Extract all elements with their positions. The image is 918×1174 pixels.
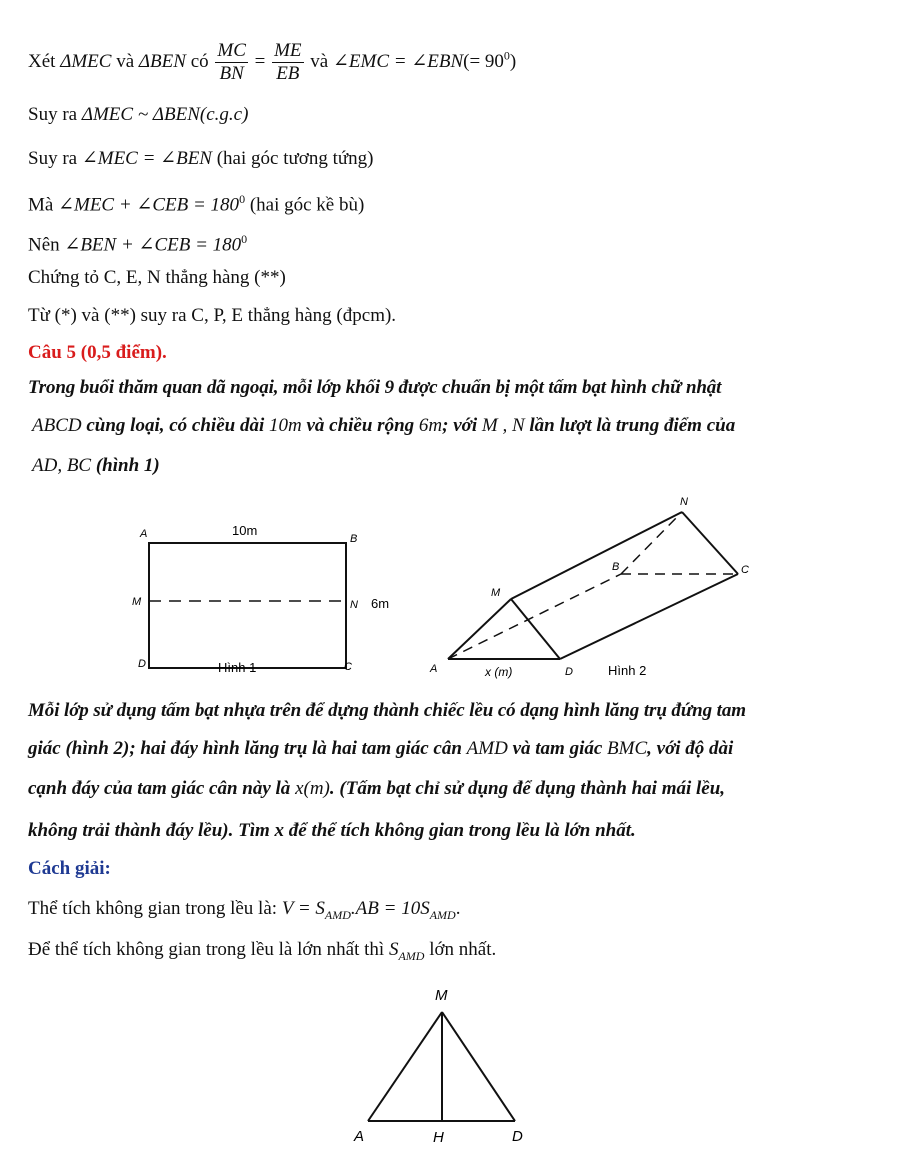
denominator: EB <box>276 63 300 84</box>
math: ∠EMC = ∠EBN <box>332 50 464 72</box>
question-5-heading: Câu 5 (0,5 điểm). <box>28 342 167 363</box>
label-a: A <box>354 1128 365 1145</box>
edge-dc <box>560 574 738 659</box>
figure-1-caption: Hình 1 <box>218 660 257 675</box>
math: M , N <box>481 415 525 436</box>
text: và <box>111 50 139 72</box>
proof-line-5 <box>28 227 247 257</box>
math: ABCD <box>32 415 82 436</box>
numerator: ME <box>274 40 302 61</box>
rectangle-abcd <box>149 543 346 668</box>
label-x: x (m) <box>485 665 513 679</box>
label-m: M <box>435 987 448 1004</box>
denominator: BN <box>219 63 244 84</box>
numerator: MC <box>217 40 246 61</box>
label-m: M <box>491 587 501 599</box>
text: lớn nhất. <box>424 939 497 960</box>
math: BMC <box>607 738 648 759</box>
math: 6m <box>418 415 443 436</box>
fraction-mc-bn <box>215 40 248 85</box>
solution-line-2 <box>28 938 496 968</box>
text: Suy ra <box>28 104 82 125</box>
text: (hai góc tương tứng) <box>211 148 374 169</box>
problem-line-1: Trong buổi thăm quan dã ngoại, mỗi lớp khối 9 được chuẩn bị một tấm bạt hình chữ nhật <box>28 377 722 398</box>
text: Để thể tích không gian trong lều là lớn nhất thì <box>28 939 389 960</box>
edge-am <box>448 599 511 659</box>
math: ΔBEN <box>138 50 186 72</box>
text: . <box>455 898 461 919</box>
side-am <box>368 1012 442 1121</box>
solution-line-1 <box>28 897 460 927</box>
figure-2-prism <box>425 490 885 690</box>
figure-3-triangle <box>340 980 560 1150</box>
subscript: AMD <box>324 907 351 922</box>
math: ΔMEC ~ ΔBEN <box>81 104 200 125</box>
superscript: 0 <box>239 192 246 206</box>
text: ; với <box>442 415 482 436</box>
edge-mn <box>511 512 682 599</box>
math: x <box>295 778 304 799</box>
subscript: AMD <box>398 948 425 963</box>
problem-line-2 <box>32 414 735 438</box>
text: Nên <box>28 234 65 256</box>
label-n: N <box>680 496 688 508</box>
text: . (Tấm bạt chỉ sử dụng để dụng thành hai mái lều, <box>329 778 726 799</box>
math: .AB = 10S <box>350 898 430 919</box>
text: Thể tích không gian trong lều là: <box>28 898 282 919</box>
superscript: 0 <box>241 232 248 246</box>
math: ∠MEC + ∠CEB = 180 <box>58 194 240 216</box>
proof-line-6: Chứng tỏ C, E, N thẳng hàng (**) <box>28 267 286 288</box>
label-c: C <box>741 564 749 576</box>
problem-line-4: Mỗi lớp sử dụng tấm bạt nhựa trên để dựng thành chiếc lều có dạng hình lăng trụ đứng tam <box>28 700 746 721</box>
text: và <box>310 50 333 72</box>
text: (hai góc kề bù) <box>245 194 365 216</box>
text: và chiều rộng <box>301 415 419 436</box>
text: (hình 1) <box>91 455 160 476</box>
text: cạnh đáy của tam giác cân này là <box>28 778 296 799</box>
edge-md <box>511 599 560 659</box>
proof-line-3 <box>28 147 373 171</box>
math: ∠BEN + ∠CEB = 180 <box>64 234 242 256</box>
text: lần lượt là trung điểm của <box>524 415 736 436</box>
superscript: 0 <box>503 48 510 63</box>
math: (= 90 <box>463 50 504 72</box>
math: (m) <box>303 778 330 799</box>
label-d: D <box>565 666 573 678</box>
math: ) <box>509 50 517 72</box>
math: V = S <box>281 898 325 919</box>
text: Xét <box>28 50 61 72</box>
label-d: D <box>138 658 146 670</box>
figure-2-caption: Hình 2 <box>608 663 647 678</box>
label-m: M <box>132 596 142 608</box>
text: , với độ dài <box>647 738 734 759</box>
problem-line-5 <box>28 737 733 761</box>
subscript: AMD <box>429 907 456 922</box>
solution-heading: Cách giải: <box>28 858 111 879</box>
label-b: B <box>612 561 620 573</box>
text: Mà <box>28 194 59 216</box>
problem-line-6 <box>28 777 725 801</box>
text: giác (hình 2); hai đáy hình lăng trụ là hai tam giác cân <box>28 738 467 759</box>
proof-line-2 <box>28 103 248 127</box>
text: và tam giác <box>507 738 608 759</box>
label-d: D <box>512 1128 523 1145</box>
math: (c.g.c) <box>199 104 249 125</box>
proof-line-1 <box>28 40 516 85</box>
edge-nc <box>682 512 738 574</box>
math: ∠MEC = ∠BEN <box>81 148 212 169</box>
math: S <box>388 939 399 960</box>
equals: = <box>249 50 271 72</box>
side-md <box>442 1012 515 1121</box>
label-c: C <box>344 661 352 673</box>
text: có <box>185 50 214 72</box>
math: AD, BC <box>32 455 92 476</box>
fraction-me-eb <box>272 40 303 85</box>
label-a: A <box>430 663 438 675</box>
math: AMD <box>466 738 508 759</box>
label-length: 10m <box>232 523 258 538</box>
label-width: 6m <box>371 596 390 611</box>
proof-line-7: Từ (*) và (**) suy ra C, P, E thẳng hàng (đpcm). <box>28 305 397 326</box>
text: Suy ra <box>28 148 82 169</box>
hidden-edge-bn <box>621 512 682 574</box>
label-h: H <box>433 1129 444 1146</box>
label-b: B <box>350 533 358 545</box>
text: cùng loại, có chiều dài <box>81 415 269 436</box>
label-n: N <box>350 599 358 611</box>
math: ΔMEC <box>60 50 112 72</box>
figure-1-rectangle <box>120 515 410 685</box>
problem-line-3 <box>32 454 160 478</box>
problem-line-7: không trải thành đáy lều). Tìm x để thể tích không gian trong lều là lớn nhất. <box>28 820 636 841</box>
proof-line-4 <box>28 187 364 217</box>
math: 10m <box>268 415 302 436</box>
label-a: A <box>140 528 148 540</box>
